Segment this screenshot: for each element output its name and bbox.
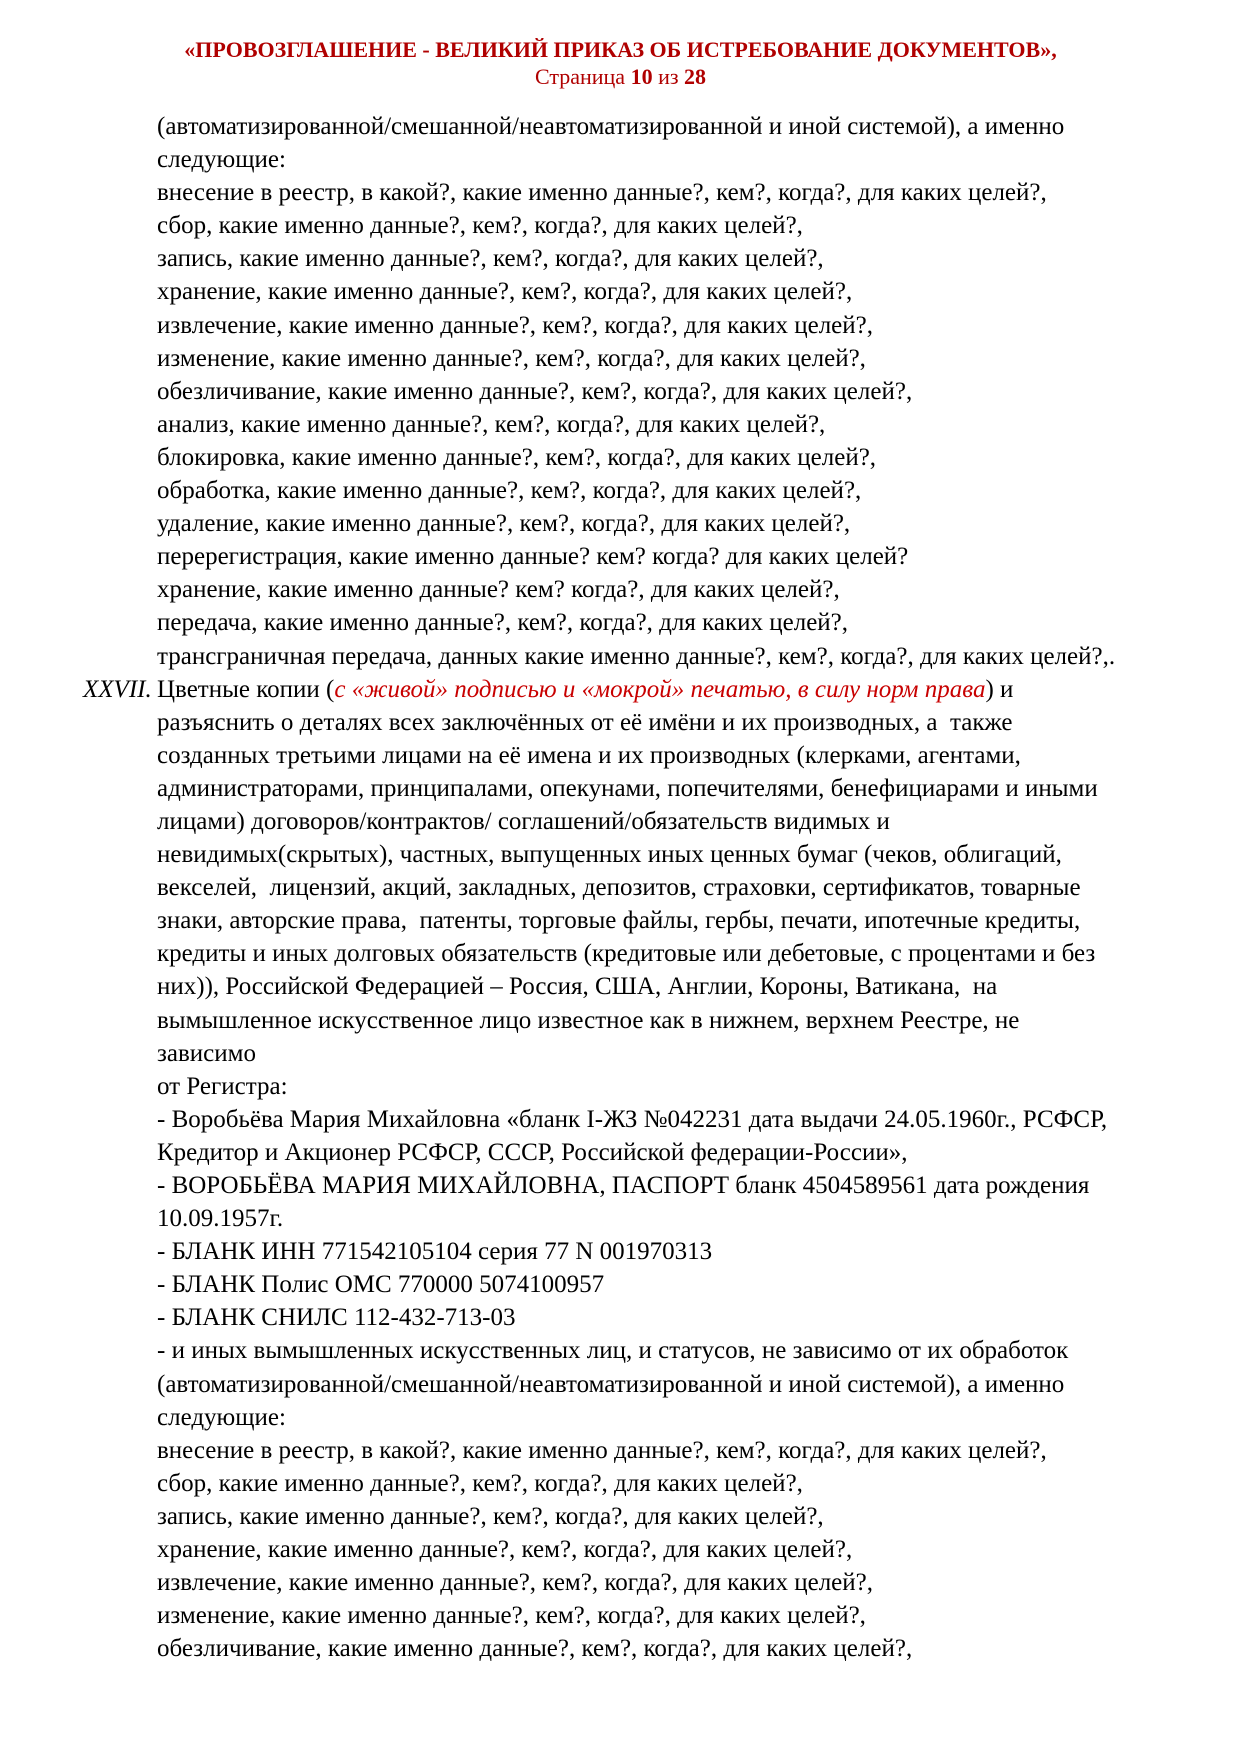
text-line: запись, какие именно данные?, кем?, когда?, для каких целей?, bbox=[157, 245, 824, 273]
text-line: - БЛАНК Полис ОМС 770000 5074100957 bbox=[157, 1271, 605, 1299]
text-line: администраторами, принципалами, опекунами, попечителями, бенефициарами и иными bbox=[157, 774, 1098, 802]
text-line: хранение, какие именно данные?, кем?, когда?, для каких целей?, bbox=[157, 1536, 853, 1564]
text-line: (автоматизированной/смешанной/неавтоматизированной и иной системой), а именно bbox=[157, 113, 1065, 140]
text-line: обезличивание, какие именно данные?, кем?, когда?, для каких целей?, bbox=[157, 1635, 913, 1663]
text-line: обезличивание, какие именно данные?, кем?, когда?, для каких целей?, bbox=[157, 377, 913, 405]
tail-text: ) и bbox=[985, 675, 1014, 703]
text-line: созданных третьими лицами на её имена и их производных (клерками, агентами, bbox=[157, 741, 1021, 769]
document-body bbox=[83, 110, 1117, 1665]
page-number-total: 28 bbox=[684, 64, 707, 89]
text-line: кредиты и иных долговых обязательств (кредитовые или дебетовые, с процентами и без bbox=[157, 940, 1096, 968]
xxvii-paragraph-lines bbox=[157, 706, 1117, 1666]
red-italic-text: с «живой» подписью и «мокрой» печатью, в силу норм права bbox=[334, 675, 986, 703]
text-line: обработка, какие именно данные?, кем?, когда?, для каких целей?, bbox=[157, 477, 862, 505]
page-indicator-prefix: Страница bbox=[534, 64, 631, 89]
text-line-mixed bbox=[157, 673, 1117, 706]
text-line: - ВОРОБЬЁВА МАРИЯ МИХАЙЛОВНА, ПАСПОРТ бланк 4504589561 дата рождения bbox=[157, 1172, 1090, 1199]
document-title: «ПРОВОЗГЛАШЕНИЕ - ВЕЛИКИЙ ПРИКАЗ ОБ ИСТРЕБОВАНИЕ ДОКУМЕНТОВ», bbox=[184, 37, 1057, 62]
text-line: следующие: bbox=[157, 1403, 286, 1431]
text-line: лицами) договоров/контрактов/ соглашений/обязательств видимых и bbox=[157, 807, 890, 835]
text-line: разъяснить о деталях всех заключённых от её имёни и их производных, а также bbox=[157, 708, 1013, 736]
text-line: - БЛАНК СНИЛС 112-432-713-03 bbox=[157, 1304, 516, 1332]
xxvii-paragraph bbox=[157, 673, 1117, 1666]
text-line: запись, какие именно данные?, кем?, когда?, для каких целей?, bbox=[157, 1502, 824, 1530]
text-line: - Воробьёва Мария Михайловна «бланк I-ЖЗ №042231 дата выдачи 24.05.1960г., РСФСР, bbox=[157, 1105, 1108, 1133]
text-line: знаки, авторские права, патенты, торговые файлы, гербы, печати, ипотечные кредиты, bbox=[157, 907, 1081, 935]
text-line: изменение, какие именно данные?, кем?, когда?, для каких целей?, bbox=[157, 344, 866, 372]
text-line: изменение, какие именно данные?, кем?, когда?, для каких целей?, bbox=[157, 1602, 866, 1630]
text-line: передача, какие именно данные?, кем?, когда?, для каких целей?, bbox=[157, 609, 849, 637]
list-item-xxvii bbox=[83, 673, 1117, 1666]
text-line: блокировка, какие именно данные?, кем?, когда?, для каких целей?, bbox=[157, 443, 877, 471]
lead-text: Цветные копии ( bbox=[157, 675, 335, 703]
text-line: сбор, какие именно данные?, кем?, когда?, для каких целей?, bbox=[157, 212, 803, 240]
list-item-continuation bbox=[157, 110, 1117, 673]
text-line: удаление, какие именно данные?, кем?, когда?, для каких целей?, bbox=[157, 510, 851, 538]
list-item-number: XXVII. bbox=[83, 675, 152, 703]
text-line: невидимых(скрытых), частных, выпущенных иных ценных бумаг (чеков, облигаций, bbox=[157, 841, 1062, 869]
text-line: извлечение, какие именно данные?, кем?, когда?, для каких целей?, bbox=[157, 1569, 873, 1597]
text-line: векселей, лицензий, акций, закладных, депозитов, страховки, сертификатов, товарные bbox=[157, 874, 1081, 902]
text-line: хранение, какие именно данные? кем? когда?, для каких целей?, bbox=[157, 576, 840, 604]
page-indicator-middle: из bbox=[652, 64, 685, 89]
text-line: анализ, какие именно данные?, кем?, когда?, для каких целей?, bbox=[157, 410, 826, 438]
text-line: от Регистра: bbox=[157, 1072, 288, 1100]
continuation-paragraph-lines bbox=[157, 110, 1117, 673]
text-line: перерегистрация, какие именно данные? кем? когда? для каких целей? bbox=[157, 543, 909, 571]
text-line: - и иных вымышленных искусственных лиц, и статусов, не зависимо от их обработок bbox=[157, 1337, 1069, 1365]
text-line: внесение в реестр, в какой?, какие именно данные?, кем?, когда?, для каких целей?, bbox=[157, 1436, 1047, 1464]
text-line: извлечение, какие именно данные?, кем?, когда?, для каких целей?, bbox=[157, 311, 873, 339]
text-line: вымышленное искусственное лицо известное как в нижнем, верхнем Реестре, не зависимо bbox=[157, 1006, 1032, 1067]
text-line: Кредитор и Акционер РСФСР, СССР, Российской федерации-России», bbox=[157, 1138, 908, 1166]
page-number-current: 10 bbox=[630, 64, 653, 89]
text-line: внесение в реестр, в какой?, какие именно данные?, кем?, когда?, для каких целей?, bbox=[157, 179, 1047, 207]
text-line: следующие: bbox=[157, 146, 286, 174]
text-line: трансграничная передача, данных какие именно данные?, кем?, когда?, для каких целей?,. bbox=[157, 642, 1116, 670]
page-indicator bbox=[0, 63, 1241, 90]
text-line: сбор, какие именно данные?, кем?, когда?, для каких целей?, bbox=[157, 1469, 803, 1497]
document-header bbox=[0, 0, 1241, 90]
text-line: них)), Российской Федерацией – Россия, США, Англии, Короны, Ватикана, на bbox=[157, 973, 998, 1001]
text-line: (автоматизированной/смешанной/неавтоматизированной и иной системой), а именно bbox=[157, 1370, 1065, 1398]
text-line: 10.09.1957г. bbox=[157, 1205, 284, 1233]
text-line: хранение, какие именно данные?, кем?, когда?, для каких целей?, bbox=[157, 278, 853, 306]
text-line: - БЛАНК ИНН 771542105104 серия 77 N 001970313 bbox=[157, 1238, 713, 1266]
